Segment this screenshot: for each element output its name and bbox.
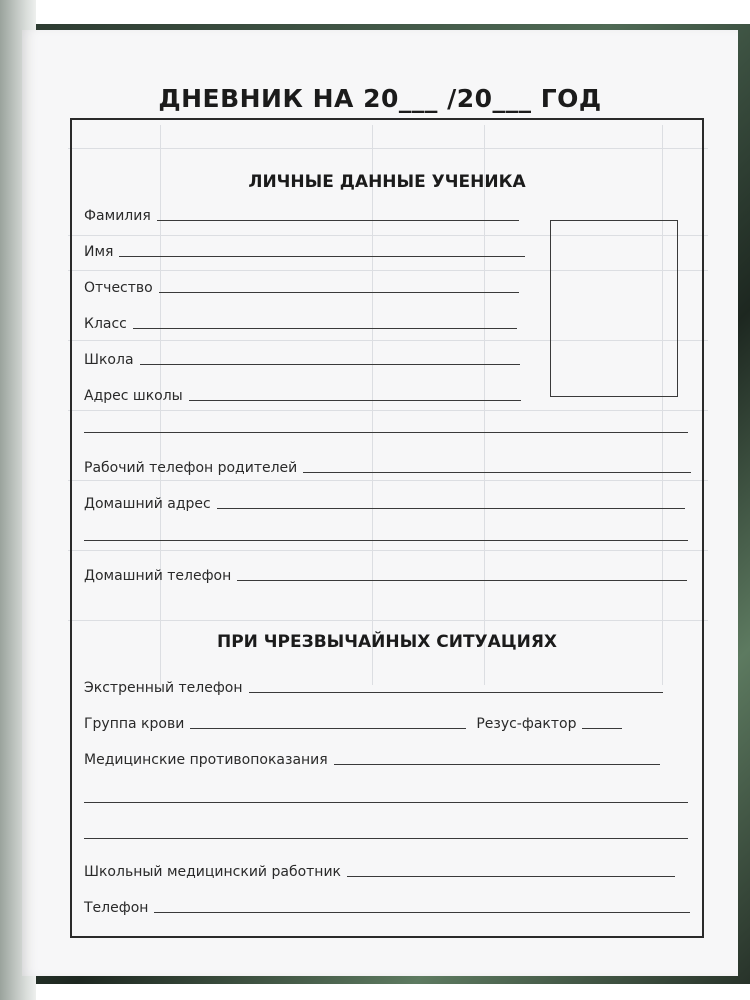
parents-work-phone-label: Рабочий телефон родителей [84, 460, 298, 476]
personal-data-heading: ЛИЧНЫЕ ДАННЫЕ УЧЕНИКА [248, 172, 526, 192]
emergency-phone-line[interactable] [249, 692, 663, 693]
home-address-row [84, 492, 685, 512]
class-label: Класс [84, 316, 127, 332]
emergency-phone-label: Экстренный телефон [84, 680, 243, 696]
school-address-line-2[interactable] [84, 432, 688, 433]
medic-phone-row [84, 896, 690, 916]
school-medic-row [84, 860, 675, 880]
home-phone-label: Домашний телефон [84, 568, 232, 584]
school-address-row [84, 384, 521, 404]
surname-label: Фамилия [84, 208, 151, 224]
blood-group-row [84, 712, 622, 732]
home-phone-row [84, 564, 687, 584]
school-label: Школа [84, 352, 134, 368]
school-row [84, 348, 520, 368]
emergency-heading: ПРИ ЧРЕЗВЫЧАЙНЫХ СИТУАЦИЯХ [216, 632, 558, 652]
surname-line[interactable] [157, 220, 519, 221]
parents-work-phone-line[interactable] [303, 472, 691, 473]
name-row [84, 240, 525, 260]
surname-row [84, 204, 519, 224]
patronymic-label: Отчество [84, 280, 153, 296]
school-medic-line[interactable] [347, 876, 675, 877]
photo-box [550, 220, 678, 397]
emergency-phone-row [84, 676, 663, 696]
school-address-line[interactable] [189, 400, 521, 401]
contraindications-row [84, 748, 660, 768]
rh-factor-line[interactable] [582, 728, 622, 729]
class-line[interactable] [133, 328, 517, 329]
school-line[interactable] [140, 364, 520, 365]
home-address-label: Домашний адрес [84, 496, 211, 512]
school-medic-label: Школьный медицинский работник [84, 864, 342, 880]
patronymic-row [84, 276, 519, 296]
parents-work-phone-row [84, 456, 691, 476]
blood-group-line[interactable] [190, 728, 466, 729]
rh-factor-label: Резус-фактор [476, 716, 577, 732]
form-frame [70, 118, 704, 938]
school-address-label: Адрес школы [84, 388, 183, 404]
medic-phone-label: Телефон [84, 900, 149, 916]
contraindications-line-2[interactable] [84, 802, 688, 803]
home-phone-line[interactable] [237, 580, 687, 581]
medic-phone-line[interactable] [154, 912, 690, 913]
patronymic-line[interactable] [159, 292, 519, 293]
diary-title: ДНЕВНИК НА 20___ /20___ ГОД [158, 84, 602, 113]
contraindications-line-3[interactable] [84, 838, 688, 839]
name-line[interactable] [119, 256, 525, 257]
blood-group-label: Группа крови [84, 716, 185, 732]
home-address-line-2[interactable] [84, 540, 688, 541]
home-address-line[interactable] [217, 508, 685, 509]
name-label: Имя [84, 244, 114, 260]
class-row [84, 312, 517, 332]
contraindications-line[interactable] [334, 764, 660, 765]
diary-page [22, 30, 738, 976]
contraindications-label: Медицинские противопоказания [84, 752, 328, 768]
